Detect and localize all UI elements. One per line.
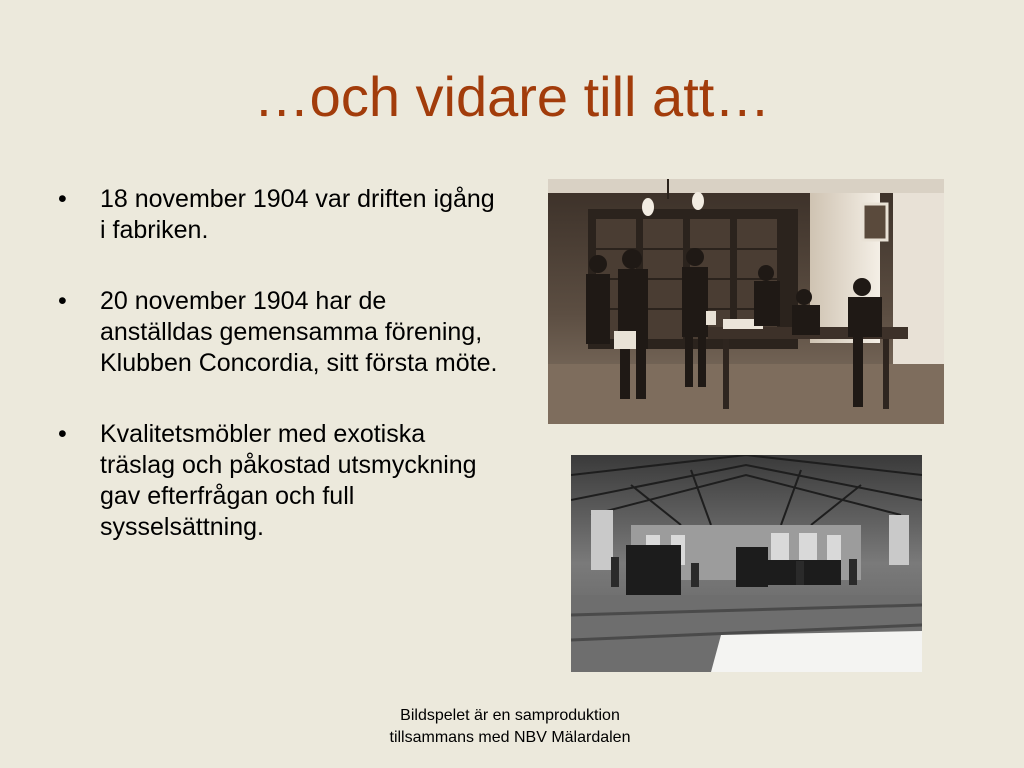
bullet-icon: • — [58, 420, 67, 448]
bullet-text: Kvalitetsmöbler med exotiska träslag och påkostad utsmyckning gav efterfrågan och full sysselsättning. — [100, 420, 477, 541]
bullet-icon: • — [58, 287, 67, 315]
factory-photo — [571, 455, 922, 672]
footer-credit — [340, 705, 680, 749]
bullet-item — [58, 286, 498, 379]
office-photo — [548, 179, 944, 424]
bullet-icon: • — [58, 185, 67, 213]
slide-title: …och vidare till att… — [253, 65, 771, 128]
bullet-text: 20 november 1904 har de anställdas gemensamma förening, Klubben Concordia, sitt första möte. — [100, 287, 498, 377]
bullet-item — [58, 419, 498, 543]
bullet-item — [58, 184, 498, 246]
footer-line-1: Bildspelet är en samproduktion — [400, 707, 620, 724]
footer-line-2: tillsammans med NBV Mälardalen — [389, 729, 631, 746]
bullet-text: 18 november 1904 var driften igång i fabriken. — [100, 185, 495, 244]
bullet-list — [58, 184, 498, 583]
